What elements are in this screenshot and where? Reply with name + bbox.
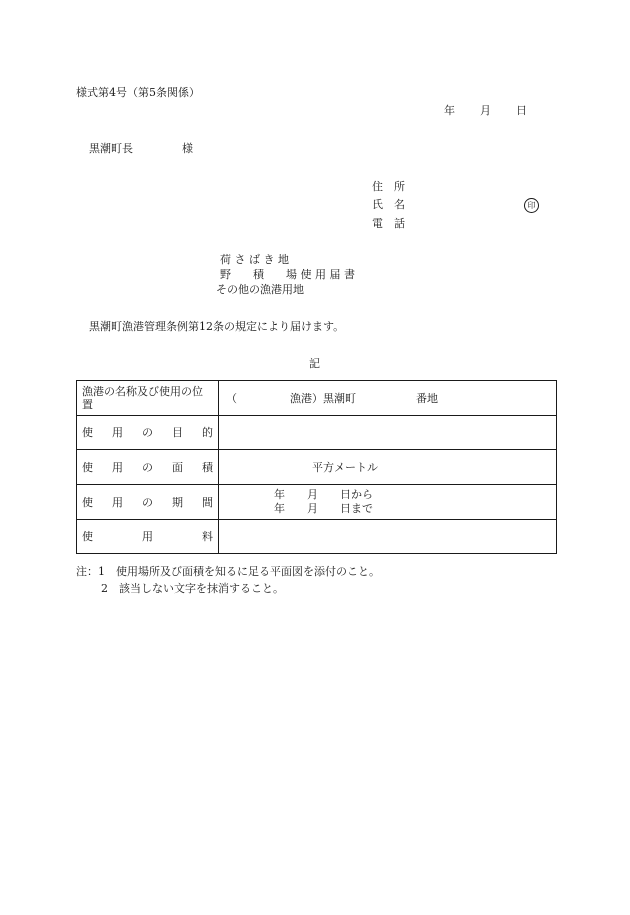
- table-row: [77, 381, 557, 416]
- date-year: 年: [444, 104, 455, 117]
- area-label: 使 用 の 面 積: [77, 450, 219, 485]
- statement: 黒潮町漁港管理条例第12条の規定により届けます。: [89, 320, 345, 333]
- period-from: 年 月 日から: [274, 488, 373, 501]
- area-value: [219, 450, 557, 485]
- note-2: 2 該当しない文字を抹消すること。: [101, 582, 284, 595]
- location-value: [219, 381, 557, 416]
- record-table: [76, 380, 557, 554]
- period-label: 使 用 の 期 間: [77, 485, 219, 520]
- ki-heading: 記: [309, 357, 320, 370]
- title-line-1: 荷 さ ば き 地: [220, 253, 289, 266]
- address-label: 住 所: [372, 180, 405, 193]
- period-to: 年 月 日まで: [274, 502, 373, 515]
- table-row: [77, 416, 557, 450]
- note-1: 注：1 使用場所及び面積を知るに足る平面図を添付のこと。: [76, 565, 380, 578]
- title-line-2: 野 積 場 使 用 届 書: [220, 268, 355, 281]
- fee-label: 使 用 料: [77, 520, 219, 554]
- area-unit: 平方メートル: [312, 461, 378, 474]
- date-month: 月: [480, 104, 491, 117]
- fee-value: [219, 520, 557, 554]
- form-number: 様式第4号（第5条関係）: [76, 86, 200, 99]
- title-line-3: その他の漁港用地: [216, 283, 304, 296]
- location-label: 漁港の名称及び使用の位置: [77, 381, 219, 416]
- table-row: [77, 520, 557, 554]
- date-day: 日: [516, 104, 527, 117]
- table-row: [77, 485, 557, 520]
- addressee-name: 黒潮町長: [89, 142, 133, 155]
- name-label: 氏 名: [372, 198, 405, 211]
- location-port: 漁港）黒潮町: [290, 392, 356, 405]
- addressee-honorific: 様: [182, 142, 193, 155]
- phone-label: 電 話: [372, 217, 405, 230]
- table-row: [77, 450, 557, 485]
- period-value: [219, 485, 557, 520]
- location-banchi: 番地: [416, 392, 438, 405]
- seal-mark: 印: [524, 198, 539, 213]
- location-open-paren: （: [226, 392, 237, 405]
- purpose-label: 使 用 の 目 的: [77, 416, 219, 450]
- purpose-value: [219, 416, 557, 450]
